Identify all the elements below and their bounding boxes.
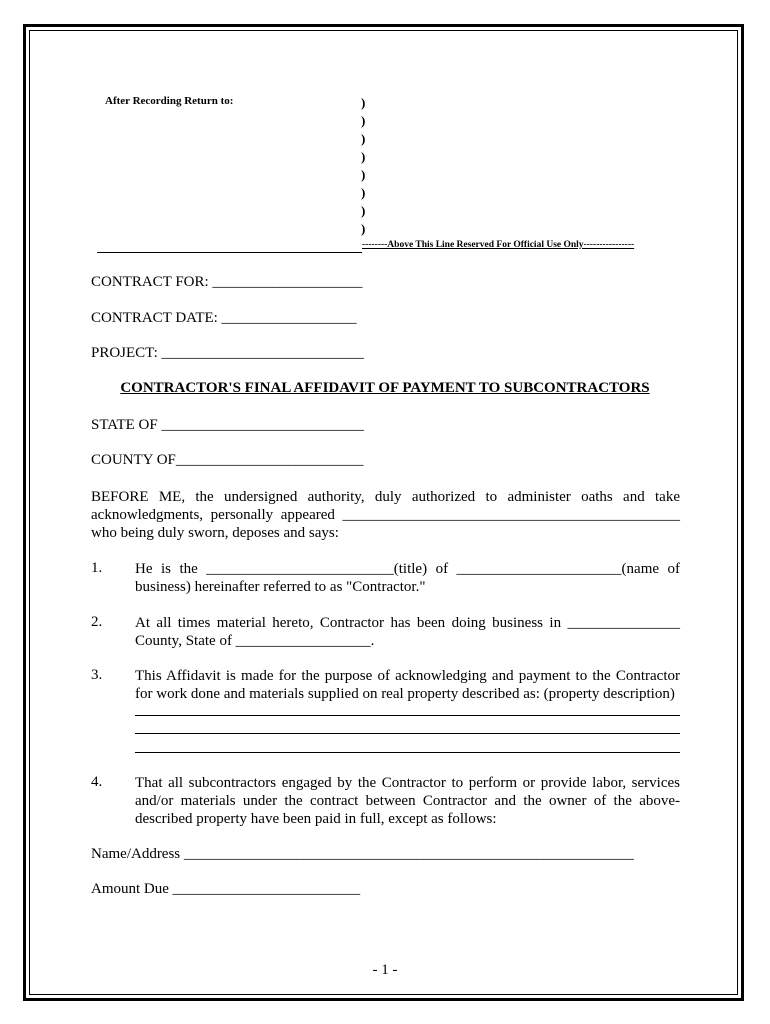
official-use-note: --------Above This Line Reserved For Official Use Only---------------- xyxy=(362,240,635,250)
paren: ) xyxy=(361,149,366,164)
page-number: - 1 - xyxy=(372,962,398,978)
project-field: PROJECT: ___________________________ xyxy=(91,345,365,361)
paren: ) xyxy=(361,167,366,182)
item-number: 2. xyxy=(91,614,103,630)
paren: ) xyxy=(361,221,366,236)
property-description-line xyxy=(135,752,680,753)
name-address-field: Name/Address ____________________________________________________________ xyxy=(91,846,634,862)
return-label: After Recording Return to: xyxy=(105,95,234,107)
document-title: CONTRACTOR'S FINAL AFFIDAVIT OF PAYMENT TO SUBCONTRACTORS xyxy=(120,380,650,396)
paren: ) xyxy=(361,185,366,200)
property-description-line xyxy=(135,733,680,734)
item-text: That all subcontractors engaged by the Contractor to perform or provide labor, services and/or materials under the contract between Contractor and the owner of the above-described property have been paid in full, except as follows: xyxy=(135,775,680,827)
paren: ) xyxy=(361,113,366,128)
item-number: 1. xyxy=(91,560,103,576)
paren: ) xyxy=(361,95,366,110)
item-number: 3. xyxy=(91,667,103,683)
item-text: This Affidavit is made for the purpose of acknowledging and payment to the Contractor for work done and materials supplied on real property described as: (property description) xyxy=(135,668,680,702)
item-text: He is the _________________________(title) of ______________________(name of business) hereinafter referred to as "Contractor." xyxy=(135,561,680,595)
item-number: 4. xyxy=(91,774,103,790)
contract-date-field: CONTRACT DATE: __________________ xyxy=(91,310,357,326)
paren: ) xyxy=(361,203,366,218)
property-description-line xyxy=(135,715,680,716)
intro-paragraph: BEFORE ME, the undersigned authority, duly authorized to administer oaths and take acknowledgments, personally appeared _____________________________________________ who being duly sworn, deposes and says: xyxy=(91,489,680,541)
state-field: STATE OF ___________________________ xyxy=(91,417,364,433)
item-text: At all times material hereto, Contractor has been doing business in _______________ County, State of __________________. xyxy=(135,615,680,649)
county-field: COUNTY OF_________________________ xyxy=(91,452,364,468)
amount-due-field: Amount Due _________________________ xyxy=(91,881,361,897)
contract-for-field: CONTRACT FOR: ____________________ xyxy=(91,274,363,290)
official-use-rule xyxy=(97,252,362,253)
paren: ) xyxy=(361,131,366,146)
